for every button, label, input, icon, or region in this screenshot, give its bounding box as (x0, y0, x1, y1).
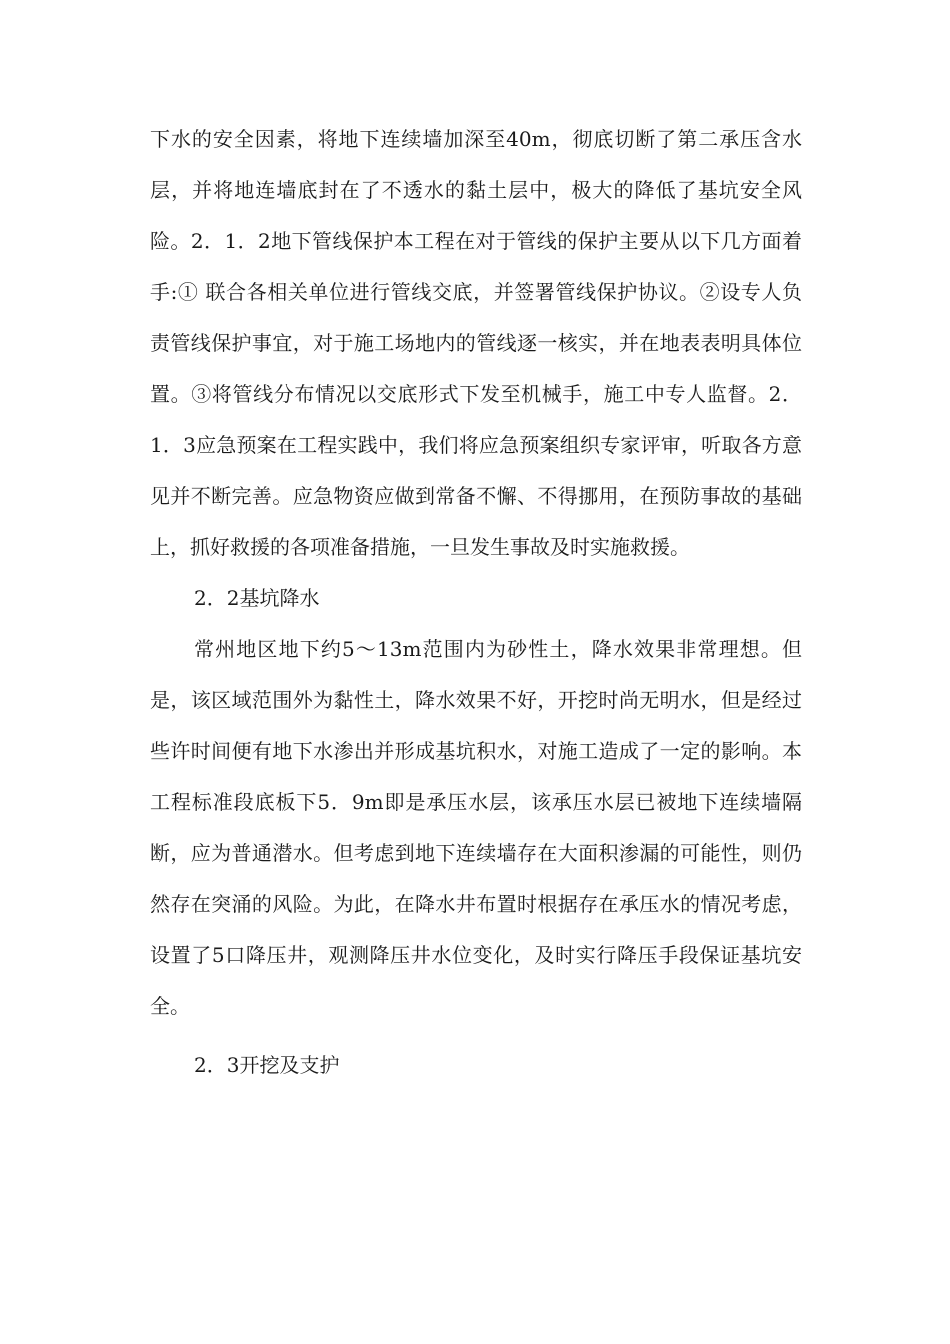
section-heading-excavation-support: 2．3开挖及支护 (194, 1053, 340, 1077)
paragraph-safety-and-emergency: 下水的安全因素，将地下连续墙加深至40m，彻底切断了第二承压含水层，并将地连墙底封在了不透水的黏土层中，极大的降低了基坑安全风险。2．1．2地下管线保护本工程在对于管线的保护主要从以下几方面着手:① 联合各相关单位进行管线交底，并签署管线保护协议。②设专人负责管线保护事宜，对于施工场地内的管线逐一核实，并在地表表明具体位置。③将管线分布情况以交底形式下发至机械手，施工中专人监督。2．1．3应急预案在工程实践中，我们将应急预案组织专家评审，听取各方意见并不断完善。应急物资应做到常备不懈、不得挪用，在预防事故的基础上，抓好救援的各项准备措施，一旦发生事故及时实施救援。 (150, 127, 802, 559)
paragraph-dewatering: 常州地区地下约5～13m范围内为砂性土，降水效果非常理想。但是，该区域范围外为黏性土，降水效果不好，开挖时尚无明水，但是经过些许时间便有地下水渗出并形成基坑积水，对施工造成了一定的影响。本工程标准段底板下5．9m即是承压水层，该承压水层已被地下连续墙隔断，应为普通潜水。但考虑到地下连续墙存在大面积渗漏的可能性，则仍然存在突涌的风险。为此，在降水井布置时根据存在承压水的情况考虑，设置了5口降压井，观测降压井水位变化，及时实行降压手段保证基坑安全。 (150, 637, 802, 1018)
section-heading-foundation-dewatering: 2．2基坑降水 (194, 586, 320, 610)
document-body (150, 114, 802, 1091)
